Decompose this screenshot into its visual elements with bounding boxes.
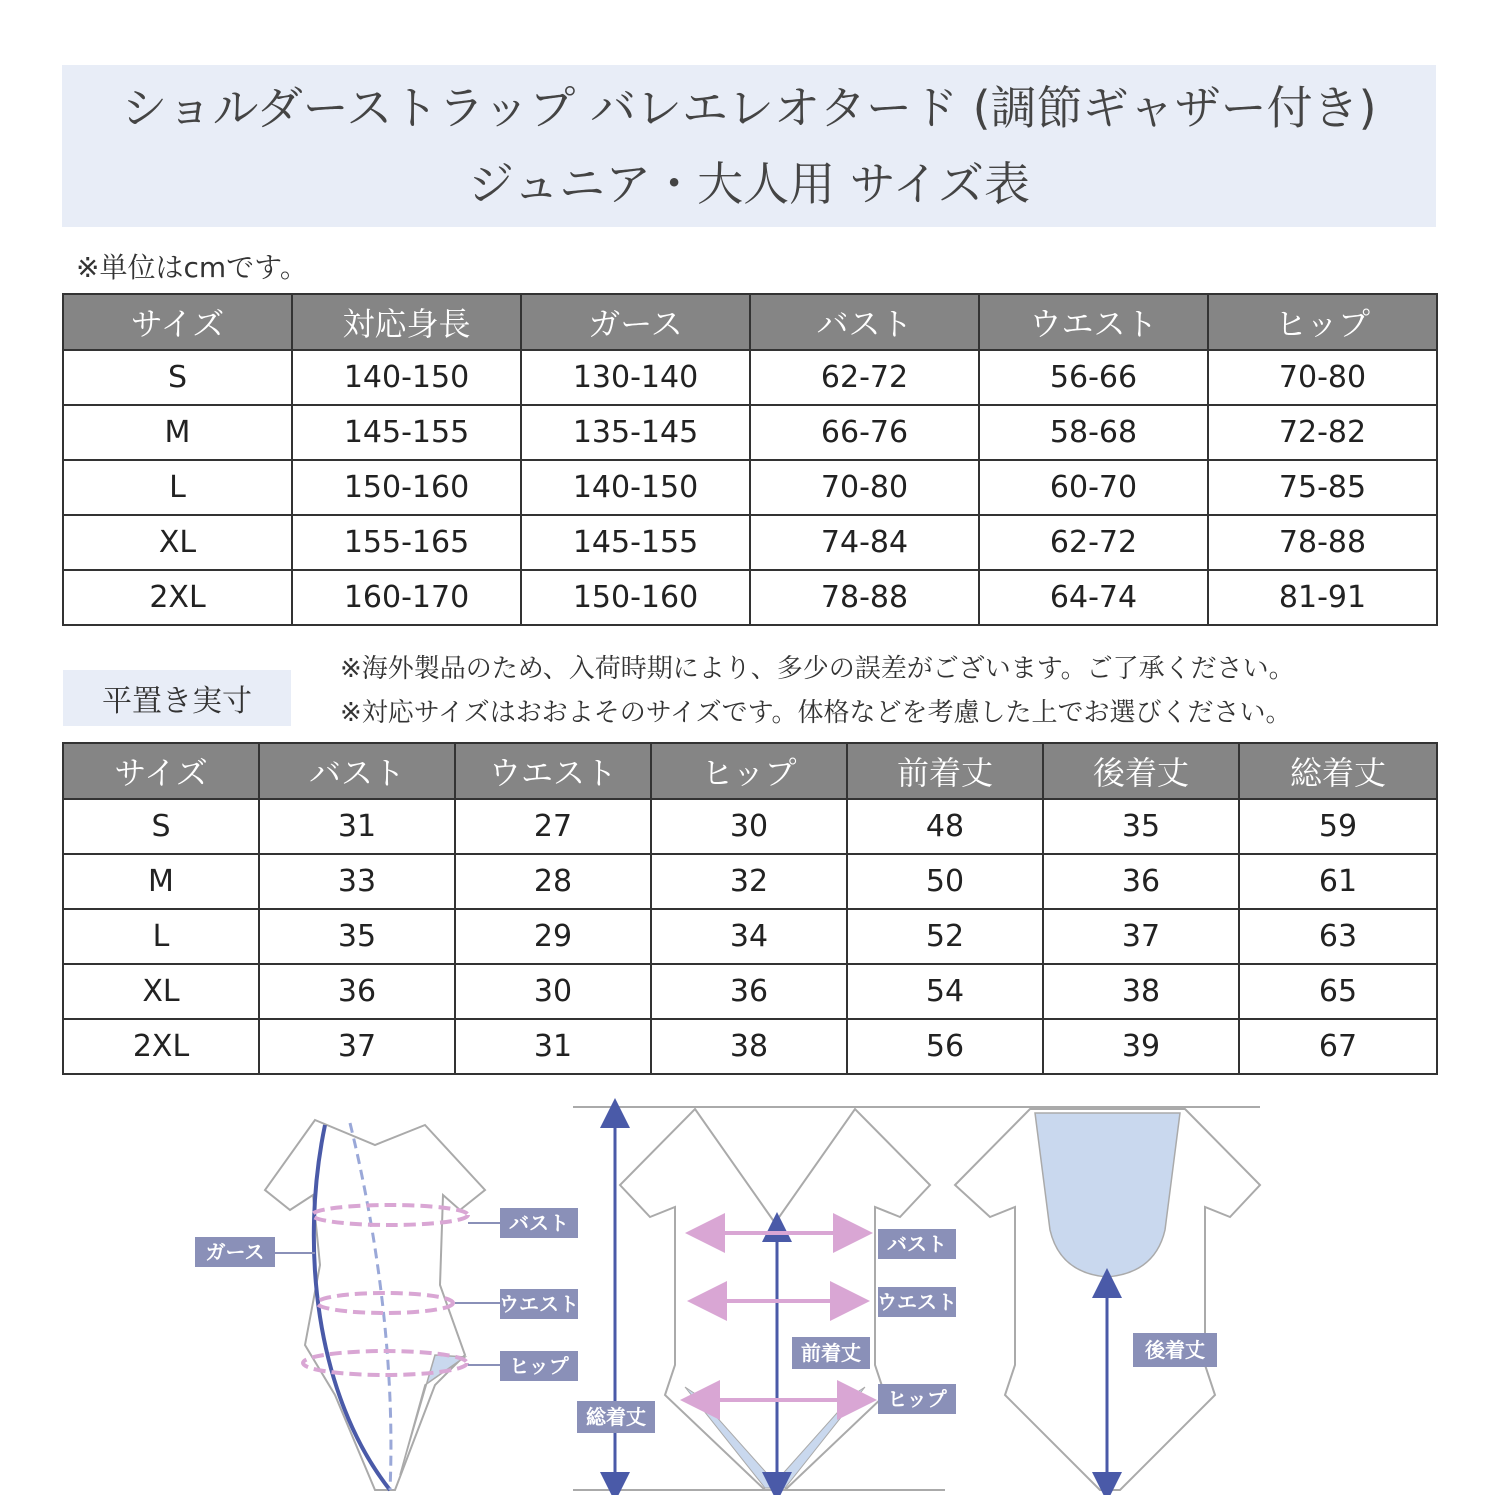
size-table-header-cell: 対応身長 — [292, 294, 521, 350]
flat-size-table — [62, 742, 1438, 1075]
svg-text:ヒップ: ヒップ — [887, 1387, 947, 1411]
flat-table-row — [63, 909, 1437, 964]
unit-note: ※単位はcmです。 — [76, 251, 308, 284]
size-table-cell: 135-145 — [521, 405, 750, 460]
size-table-header-cell: ガース — [521, 294, 750, 350]
size-table-cell: 145-155 — [292, 405, 521, 460]
size-table-cell: 74-84 — [750, 515, 979, 570]
flat-table-row — [63, 854, 1437, 909]
note-overseas: ※海外製品のため、入荷時期により、多少の誤差がございます。ご了承ください。 — [340, 654, 1295, 684]
size-table-cell: L — [63, 460, 292, 515]
flat-table-cell: 35 — [1043, 799, 1239, 854]
svg-text:総着丈: 総着丈 — [586, 1405, 646, 1429]
flat-table-header-cell: 総着丈 — [1239, 743, 1437, 799]
flat-table-cell: 54 — [847, 964, 1043, 1019]
flat-table-cell: 65 — [1239, 964, 1437, 1019]
flat-table-cell: 39 — [1043, 1019, 1239, 1074]
flat-table-cell: S — [63, 799, 259, 854]
flat-table-cell: 52 — [847, 909, 1043, 964]
size-table-body — [63, 350, 1437, 625]
label-waist-front — [877, 1287, 957, 1317]
flat-table-header-cell: ウエスト — [455, 743, 651, 799]
flat-measure-label: 平置き実寸 — [63, 670, 291, 726]
flat-table-cell: 37 — [1043, 909, 1239, 964]
size-table-cell: 75-85 — [1208, 460, 1437, 515]
flat-table-cell: 28 — [455, 854, 651, 909]
label-hip-side — [500, 1351, 578, 1381]
size-table-cell: 62-72 — [979, 515, 1208, 570]
size-table-cell: 56-66 — [979, 350, 1208, 405]
title-line-1: ショルダーストラップ バレエレオタード (調節ギャザー付き) — [121, 81, 1377, 135]
size-table-cell: 66-76 — [750, 405, 979, 460]
size-table-row — [63, 570, 1437, 625]
flat-table-cell: 56 — [847, 1019, 1043, 1074]
flat-table-cell: 36 — [259, 964, 455, 1019]
flat-table-header-cell: サイズ — [63, 743, 259, 799]
size-table-cell: 140-150 — [292, 350, 521, 405]
flat-table-cell: L — [63, 909, 259, 964]
size-table-cell: 150-160 — [521, 570, 750, 625]
svg-text:後着丈: 後着丈 — [1145, 1338, 1205, 1362]
flat-table-cell: 59 — [1239, 799, 1437, 854]
size-table-cell: 150-160 — [292, 460, 521, 515]
svg-text:前着丈: 前着丈 — [801, 1341, 861, 1365]
flat-table-cell: M — [63, 854, 259, 909]
size-table-cell: 130-140 — [521, 350, 750, 405]
measurement-diagram — [185, 1095, 1285, 1495]
size-table-header-cell: バスト — [750, 294, 979, 350]
label-hip-front — [878, 1384, 956, 1414]
size-table-cell: 72-82 — [1208, 405, 1437, 460]
size-table-cell: 78-88 — [750, 570, 979, 625]
note-approx-size: ※対応サイズはおおよそのサイズです。体格などを考慮した上でお選びください。 — [340, 698, 1292, 728]
size-table-cell: 78-88 — [1208, 515, 1437, 570]
size-table-row — [63, 350, 1437, 405]
label-front-length — [792, 1337, 870, 1369]
leotard-back-view — [955, 1109, 1260, 1490]
flat-table-body — [63, 799, 1437, 1074]
size-table-cell: S — [63, 350, 292, 405]
flat-table-cell: 48 — [847, 799, 1043, 854]
size-table-cell: 60-70 — [979, 460, 1208, 515]
svg-text:ウエスト: ウエスト — [499, 1292, 579, 1316]
svg-text:ガース: ガース — [205, 1240, 265, 1264]
flat-table-row — [63, 964, 1437, 1019]
flat-table-cell: 38 — [1043, 964, 1239, 1019]
flat-table-cell: 2XL — [63, 1019, 259, 1074]
svg-text:ヒップ: ヒップ — [509, 1354, 569, 1378]
flat-table-header-cell: 後着丈 — [1043, 743, 1239, 799]
flat-table-cell: 33 — [259, 854, 455, 909]
size-table-cell: 145-155 — [521, 515, 750, 570]
flat-table-cell: 36 — [1043, 854, 1239, 909]
flat-table-cell: 27 — [455, 799, 651, 854]
label-total-length — [577, 1401, 655, 1433]
flat-table-cell: 37 — [259, 1019, 455, 1074]
label-bust-side — [500, 1208, 578, 1238]
size-table-cell: XL — [63, 515, 292, 570]
title-line-2: ジュニア・大人用 サイズ表 — [467, 157, 1031, 211]
size-table-cell: 140-150 — [521, 460, 750, 515]
flat-table-row — [63, 799, 1437, 854]
flat-table-cell: 34 — [651, 909, 847, 964]
flat-table-header-cell: バスト — [259, 743, 455, 799]
size-table-row — [63, 405, 1437, 460]
svg-text:バスト: バスト — [509, 1211, 569, 1235]
size-table-header-cell: ウエスト — [979, 294, 1208, 350]
size-table-row — [63, 515, 1437, 570]
flat-table-cell: 35 — [259, 909, 455, 964]
label-waist-side — [499, 1289, 579, 1319]
flat-table-cell: 30 — [455, 964, 651, 1019]
size-table-header-cell: サイズ — [63, 294, 292, 350]
flat-table-header-cell: ヒップ — [651, 743, 847, 799]
title-banner — [62, 65, 1436, 227]
size-table-cell: 70-80 — [1208, 350, 1437, 405]
flat-table-header-cell: 前着丈 — [847, 743, 1043, 799]
flat-table-cell: 31 — [259, 799, 455, 854]
svg-text:バスト: バスト — [887, 1232, 947, 1256]
size-table-row — [63, 460, 1437, 515]
size-table-cell: 2XL — [63, 570, 292, 625]
label-bust-front — [878, 1229, 956, 1259]
size-table-header-row — [63, 294, 1437, 350]
size-table — [62, 293, 1438, 626]
svg-text:ウエスト: ウエスト — [877, 1290, 957, 1314]
label-back-length — [1133, 1333, 1217, 1367]
size-table-header-cell: ヒップ — [1208, 294, 1437, 350]
flat-table-row — [63, 1019, 1437, 1074]
flat-table-cell: 61 — [1239, 854, 1437, 909]
flat-table-cell: 29 — [455, 909, 651, 964]
label-girth — [195, 1237, 275, 1267]
size-table-cell: 81-91 — [1208, 570, 1437, 625]
flat-table-cell: 32 — [651, 854, 847, 909]
size-table-cell: 70-80 — [750, 460, 979, 515]
flat-table-cell: XL — [63, 964, 259, 1019]
flat-table-header-row — [63, 743, 1437, 799]
flat-table-cell: 50 — [847, 854, 1043, 909]
size-table-cell: 155-165 — [292, 515, 521, 570]
leotard-side-view — [265, 1120, 500, 1490]
flat-table-cell: 67 — [1239, 1019, 1437, 1074]
flat-table-cell: 36 — [651, 964, 847, 1019]
size-table-cell: M — [63, 405, 292, 460]
flat-table-cell: 63 — [1239, 909, 1437, 964]
flat-table-cell: 38 — [651, 1019, 847, 1074]
size-table-cell: 58-68 — [979, 405, 1208, 460]
flat-table-cell: 31 — [455, 1019, 651, 1074]
size-table-cell: 64-74 — [979, 570, 1208, 625]
flat-table-cell: 30 — [651, 799, 847, 854]
size-table-cell: 160-170 — [292, 570, 521, 625]
size-table-cell: 62-72 — [750, 350, 979, 405]
